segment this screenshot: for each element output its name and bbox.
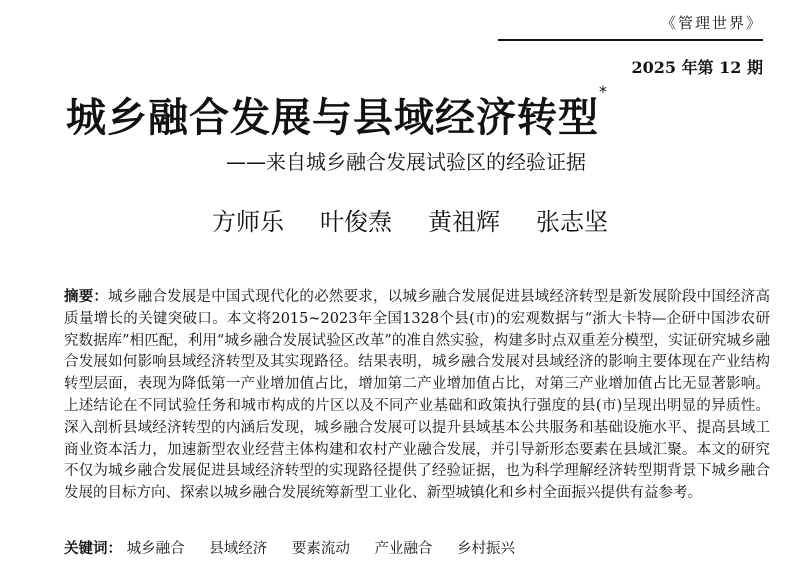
abstract <box>64 287 770 505</box>
journal-name: 《管理世界》 <box>660 14 763 32</box>
keyword: 要素流动 <box>291 541 350 557</box>
keyword: 产业融合 <box>374 541 433 557</box>
keyword: 县域经济 <box>209 541 268 557</box>
abstract-label: 摘要： <box>64 289 109 305</box>
author-name: 张志坚 <box>536 208 608 236</box>
author-list <box>212 202 608 237</box>
author-name: 黄祖辉 <box>428 208 500 236</box>
keyword: 乡村振兴 <box>457 541 516 557</box>
keyword: 城乡融合 <box>126 541 185 557</box>
paper-title <box>66 82 608 143</box>
author-name: 叶俊焘 <box>320 208 392 236</box>
header-rule <box>498 39 763 41</box>
keywords-label: 关键词： <box>64 541 122 557</box>
paper-subtitle: ——来自城乡融合发展试验区的经验证据 <box>226 150 586 174</box>
abstract-text: 城乡融合发展是中国式现代化的必然要求，以城乡融合发展促进县域经济转型是新发展阶段中国经济高质量增长的关键突破口。本文将2015~2023年全国1328个县(市)的宏观数据与“浙大卡特—企研中国涉农研究数据库”相匹配，利用“城乡融合发展试验区改革”的准自然实验，构建多时点双重差分模型，实证研究城乡融合发展如何影响县域经济转型及其实现路径。结果表明，城乡融合发展对县域经济的影响主要体现在产业结构转型层面，表现为降低第一产业增加值占比，增加第二产业增加值占比，对第三产业增加值占比无显著影响。上述结论在不同试验任务和城市构成的片区以及不同产业基础和政策执行强度的县(市)呈现出明显的异质性。深入剖析县域经济转型的内涵后发现，城乡融合发展可以提升县域基本公共服务和基础设施水平、提高县域工商业资本活力，加速新型农业经营主体构建和农村产业融合发展，并引导新形态要素在县域汇聚。本文的研究不仅为城乡融合发展促进县域经济转型的实现路径提供了经验证据，也为科学理解经济转型期背景下城乡融合发展的目标方向、探索以城乡融合发展统筹新型工业化、新型城镇化和乡村全面振兴提供有益参考。 <box>64 289 770 502</box>
keywords <box>64 537 770 558</box>
title-footnote-mark: * <box>599 82 608 101</box>
author-name: 方师乐 <box>212 208 284 236</box>
issue-number: 2025 年第 12 期 <box>631 58 763 77</box>
paper-title-text: 城乡融合发展与县域经济转型 <box>66 95 599 141</box>
